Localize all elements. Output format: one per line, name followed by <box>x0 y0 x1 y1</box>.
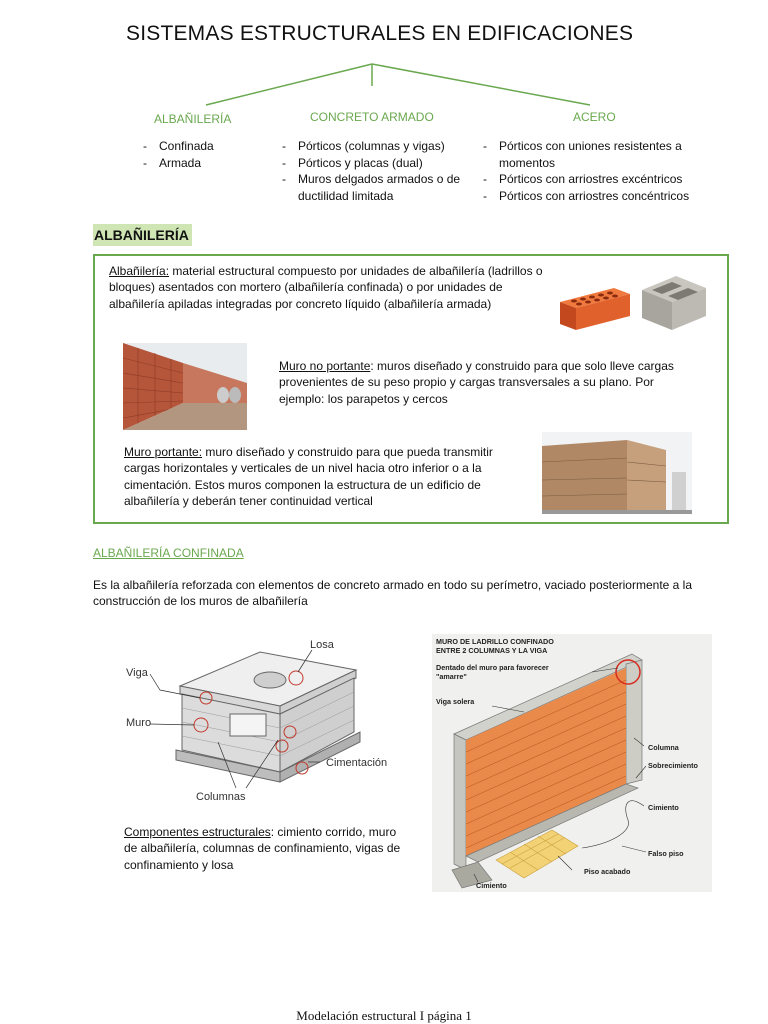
list-item: - Pórticos (columnas y vigas) <box>282 138 464 155</box>
label-piso-acabado: Piso acabado <box>584 867 631 876</box>
branch-label-albanileria: ALBAÑILERÍA <box>154 112 232 126</box>
diagram-label-muro: Muro <box>126 717 152 729</box>
confined-masonry-isometric-diagram <box>120 632 398 804</box>
branch-label-acero: ACERO <box>573 110 616 124</box>
label-dentado: Dentado del muro para favorecer <box>436 663 549 672</box>
albanileria-definition <box>109 263 549 312</box>
list-item: - Confinada <box>143 138 263 155</box>
branch-label-concreto: CONCRETO ARMADO <box>310 110 434 124</box>
definition-text: material estructural compuesto por unidades de albañilería (ladrillos o bloques) asentados con mortero (albañilería confinada) o por unidades de albañilería apiladas integradas por concreto líquido (albañilería armada) <box>109 264 543 311</box>
componentes-term: Componentes estructurales <box>124 825 271 839</box>
bearing-wall-building-photo <box>542 432 692 514</box>
tree-connector <box>0 0 768 120</box>
section-heading-confinada: ALBAÑILERÍA CONFINADA <box>93 546 244 560</box>
list-item: - Pórticos y placas (dual) <box>282 155 464 172</box>
label-sobrecimiento: Sobrecimiento <box>648 761 698 770</box>
muro-portante-term: Muro portante: <box>124 445 203 459</box>
muro-no-portante-desc: : muros diseñado y construido para que solo lleve cargas provenientes de su peso propio y cargas transversales a su plano. Por ejemplo: los parapetos y cercos <box>279 359 674 406</box>
diagram-label-losa: Losa <box>310 639 334 651</box>
label-cimiento-right: Cimiento <box>648 803 679 812</box>
muro-no-portante-text <box>279 358 699 407</box>
list-item: - Pórticos con arriostres excéntricos <box>483 171 713 188</box>
diagram-label-columnas: Columnas <box>196 791 246 803</box>
list-item: - Pórticos con arriostres concéntricos <box>483 188 713 205</box>
muro-portante-desc: muro diseñado y construido para que pueda transmitir cargas horizontales y verticales de un nivel hacia otro inferior o a la cimentación. Estos muros componen la estructura de un edificio de albañilería y deberán tener continuidad vertical <box>124 445 493 508</box>
brick-and-block-image <box>556 268 708 336</box>
page-footer: Modelación estructural I página 1 <box>296 1008 472 1023</box>
diagram-label-viga: Viga <box>126 667 148 679</box>
list-item: - Pórticos con uniones resistentes a momentos <box>483 138 713 171</box>
label-viga-solera: Viga solera <box>436 697 475 706</box>
diagram-label-cimentacion: Cimentación <box>326 757 388 769</box>
muro-no-portante-term: Muro no portante <box>279 359 371 373</box>
list-item: - Muros delgados armados o de ductilidad limitada <box>282 171 464 204</box>
non-bearing-wall-photo <box>123 343 247 430</box>
section-heading-albanileria: ALBAÑILERÍA <box>93 224 192 246</box>
branch-list-albanileria <box>143 138 263 171</box>
wall-diagram-title-2: ENTRE 2 COLUMNAS Y LA VIGA <box>436 646 548 655</box>
componentes-text <box>124 824 404 873</box>
label-amarre: "amarre" <box>436 672 467 681</box>
wall-diagram-title-1: MURO DE LADRILLO CONFINADO <box>436 637 554 646</box>
label-cimiento-bottom: Cimiento <box>476 881 507 890</box>
label-columna: Columna <box>648 743 679 752</box>
confined-brick-wall-diagram <box>432 634 712 892</box>
componentes-desc: : cimiento corrido, muro de albañilería, columnas de confinamiento, vigas de confinamiento y losa <box>124 825 401 872</box>
branch-list-acero <box>483 138 713 204</box>
page-title: SISTEMAS ESTRUCTURALES EN EDIFICACIONES <box>126 22 634 45</box>
confinada-description: Es la albañilería reforzada con elementos de concreto armado en todo su perímetro, vaciado posteriormente a la construcción de los muros de albañilería <box>93 578 693 609</box>
muro-portante-text <box>124 444 504 509</box>
list-item: - Armada <box>143 155 263 172</box>
label-falso-piso: Falso piso <box>648 849 684 858</box>
branch-list-concreto <box>282 138 464 204</box>
definition-term: Albañilería: <box>109 264 170 278</box>
